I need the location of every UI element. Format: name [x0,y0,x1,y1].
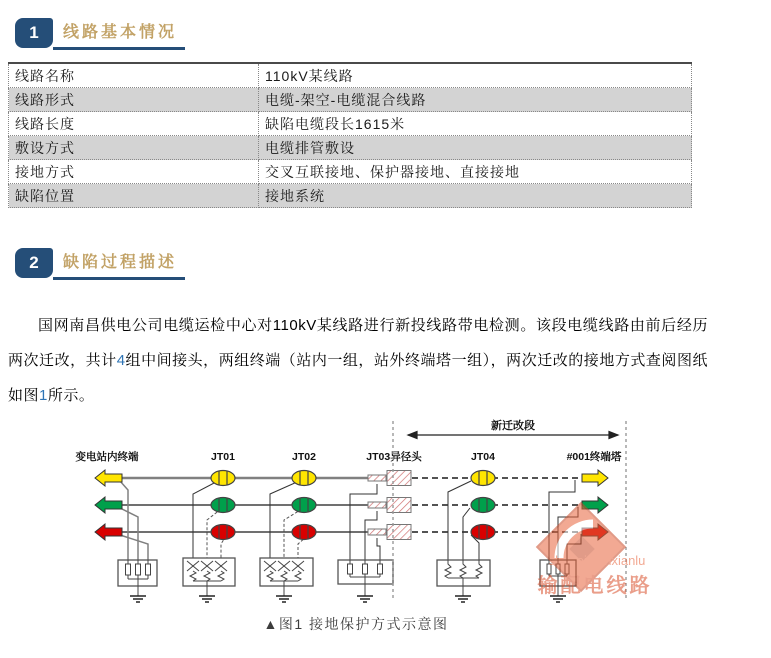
protector-box-jt04 [437,560,490,596]
earth-symbols [130,596,566,602]
joint-count-number: 4 [116,352,126,369]
row-value: 110kV某线路 [259,63,692,88]
paragraph-text: 所示。 [47,387,95,404]
table-row [9,88,692,112]
row-value: 缺陷电缆段长1615米 [259,112,692,136]
new-section-span-arrow [408,432,618,439]
joint-jt04 [471,471,495,540]
substation-terminal-arrows [95,470,122,540]
phase-c-left-arrow [95,524,122,540]
row-value: 电缆-架空-电缆混合线路 [259,88,692,112]
row-value: 电缆排管敷设 [259,136,692,160]
watermark-cn-text: 输配电线路 [537,575,653,597]
defect-description-paragraph [8,308,708,413]
row-label: 缺陷位置 [9,184,259,208]
joint-jt01 [211,471,235,540]
row-label: 接地方式 [9,160,259,184]
row-value: 交叉互联接地、保护器接地、直接接地 [259,160,692,184]
direct-ground-box-substation [118,560,157,596]
grounding-diagram-svg [35,416,735,616]
cross-bonding-box-jt01 [183,558,235,596]
cross-bonding-box-jt02 [260,558,313,596]
phase-a-right-arrow [582,470,608,486]
section2-number-badge: 2 [15,248,53,278]
new-section-label: 新迁改段 [491,420,535,432]
grounding-boxes [118,558,576,596]
table-row [9,112,692,136]
grounding-diagram-figure [35,416,735,616]
table-row [9,136,692,160]
phase-a-left-arrow [95,470,122,486]
joint-jt03-transition [368,471,411,540]
row-label: 线路长度 [9,112,259,136]
jt02-label: JT02 [292,451,316,463]
ground-box-jt03 [338,560,393,596]
section1-number-badge: 1 [15,18,53,48]
bonding-wires [120,480,581,561]
diagram-labels [76,450,622,463]
table-row [9,184,692,208]
section1-title: 线路基本情况 [63,24,178,41]
table-row [9,63,692,88]
row-label: 敷设方式 [9,136,259,160]
figure-caption: ▲图1 接地保护方式示意图 [263,616,449,632]
jt03-label: JT03异径头 [366,451,422,463]
line-info-table [8,62,692,208]
row-label: 线路形式 [9,88,259,112]
right-terminal-label: #001终端塔 [566,451,622,463]
paragraph-text: 组中间接头，两组终端（站内一组，站外终端塔一组），两次迁改的接地方式查阅图纸如图 [8,352,708,404]
watermark-latin-text: shupeidianxianlu [548,553,646,568]
paragraph-text: 国网南昌供电公司电缆运检中心对110kV某线路进行新投线路带电检测。该段电缆线路由前后经历两次迁改，共计 [8,317,708,369]
section2-title: 缺陷过程描述 [63,254,178,271]
joint-jt02 [292,471,316,540]
jt01-label: JT01 [211,451,235,463]
phase-conductors [122,478,582,532]
row-label: 线路名称 [9,63,259,88]
phase-b-left-arrow [95,497,122,513]
jt04-label: JT04 [471,451,495,463]
table-row [9,160,692,184]
row-value: 接地系统 [259,184,692,208]
watermark-logo [537,503,653,597]
left-terminal-label: 变电站内终端 [75,451,139,463]
figure-ref-number: 1 [39,387,48,404]
